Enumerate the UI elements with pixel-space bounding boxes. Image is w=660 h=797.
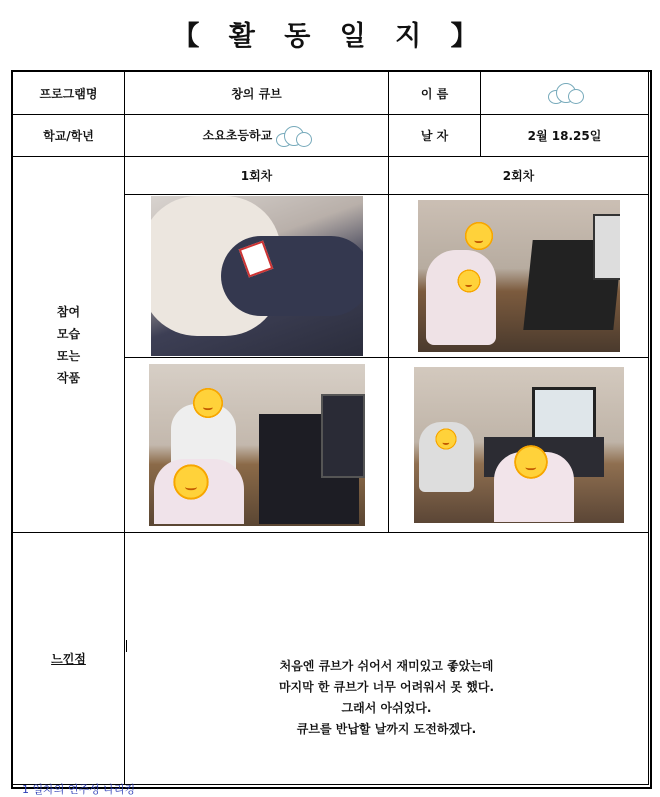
sticker-face-icon — [191, 386, 225, 420]
activity-photo — [149, 364, 365, 526]
review-label: 느낀점 — [13, 533, 125, 785]
activity-log-table — [12, 71, 649, 785]
review-line: 그래서 아쉬었다. — [341, 700, 432, 715]
activity-photo — [151, 196, 363, 356]
photo-cell — [125, 195, 389, 358]
program-name-value: 창의 큐브 — [125, 72, 389, 115]
review-line: 처음엔 큐브가 쉬어서 재미있고 좋았는데 — [279, 658, 494, 673]
name-value — [481, 72, 649, 115]
sticker-face-icon — [463, 220, 495, 252]
session-2-header: 2회차 — [389, 157, 649, 195]
cloud-sticker-icon — [548, 83, 582, 103]
photo-cell — [125, 358, 389, 533]
sticker-face-icon — [456, 268, 482, 294]
school-grade-label: 학교/학년 — [13, 115, 125, 157]
review-line: 마지막 한 큐브가 너무 어려워서 못 했다. — [278, 679, 495, 694]
session-1-header: 1회차 — [125, 157, 389, 195]
review-line: 큐브를 반납할 날까지 도전하겠다. — [296, 721, 477, 736]
program-name-label: 프로그램명 — [13, 72, 125, 115]
footer-note: 1 일차의 연주성 나리킹 — [22, 783, 136, 796]
photo-cell — [389, 195, 649, 358]
activity-photo — [414, 367, 624, 523]
activity-photo — [418, 200, 620, 352]
page-title: 【 활 동 일 지 】 — [172, 21, 488, 52]
name-label: 이 름 — [389, 72, 481, 115]
school-name: 소요초등하교 — [202, 128, 273, 142]
review-text — [125, 533, 649, 785]
sticker-face-icon — [171, 462, 211, 502]
cloud-sticker-icon — [276, 126, 310, 146]
date-value: 2월 18.25일 — [481, 115, 649, 157]
school-grade-value — [125, 115, 389, 157]
sticker-face-icon — [434, 427, 458, 451]
sticker-face-icon — [512, 443, 550, 481]
date-label: 날 자 — [389, 115, 481, 157]
text-cursor — [126, 640, 127, 652]
photo-cell — [389, 358, 649, 533]
photo-section-label: 참여 모습 또는 작품 — [13, 157, 125, 533]
